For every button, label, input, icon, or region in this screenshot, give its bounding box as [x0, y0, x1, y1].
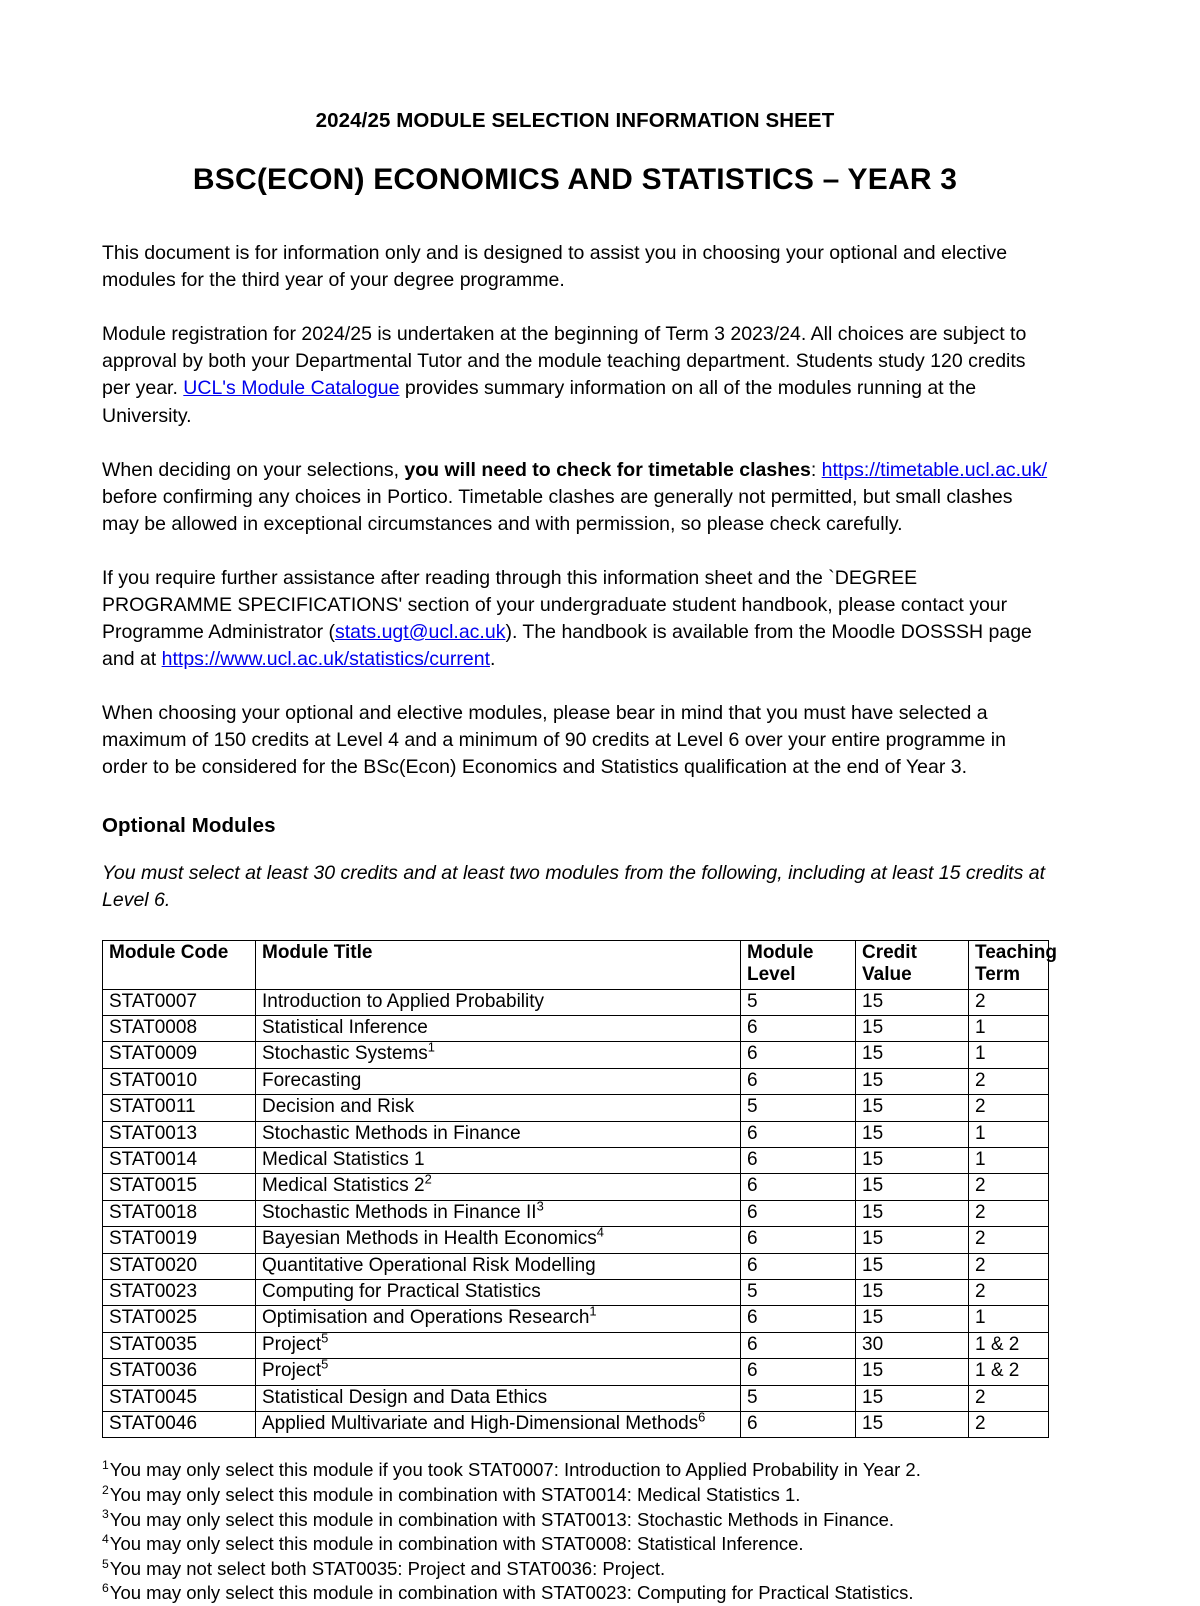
cell-teaching-term: 1 & 2 — [969, 1332, 1049, 1358]
footnote-item — [102, 1508, 1048, 1533]
column-header-credit-value: Credit Value — [856, 940, 969, 989]
cell-teaching-term: 2 — [969, 1095, 1049, 1121]
cell-module-title-text: Bayesian Methods in Health Economics — [262, 1228, 597, 1250]
cell-module-title — [256, 1356, 741, 1385]
column-header-module-code: Module Code — [103, 940, 256, 989]
cell-module-title-text: Optimisation and Operations Research — [262, 1307, 590, 1329]
footnote-marker: 3 — [102, 1507, 109, 1522]
assistance-text-before: If you require further assistance after reading through this information sheet and the `DEGREE PROGRAMME SPECIFICATIONS' section of your undergraduate student handbook, please contact your Programme Administrator ( — [102, 566, 1008, 644]
cell-module-title-text: Forecasting — [262, 1069, 362, 1091]
cell-module-title — [256, 1385, 741, 1411]
table-row — [103, 1042, 1049, 1068]
cell-module-level: 6 — [741, 1359, 856, 1385]
table-row — [103, 1068, 1049, 1094]
cell-module-level: 6 — [741, 1253, 856, 1279]
cell-teaching-term: 1 — [969, 1121, 1049, 1147]
cell-teaching-term: 2 — [969, 1227, 1049, 1253]
footnote-marker: 6 — [102, 1581, 109, 1596]
cell-module-code: STAT0036 — [103, 1359, 256, 1385]
table-row — [103, 1121, 1049, 1147]
cell-module-level: 6 — [741, 1412, 856, 1438]
cell-module-title — [256, 1332, 741, 1358]
cell-module-code: STAT0009 — [103, 1042, 256, 1068]
module-catalogue-link[interactable]: UCL's Module Catalogue — [183, 377, 400, 400]
table-row — [103, 1253, 1049, 1279]
footnote-text: You may only select this module in combination with STAT0014: Medical Statistics 1. — [109, 1484, 801, 1506]
credits-paragraph-text: When choosing your optional and elective modules, please bear in mind that you must have selected a maximum of 150 credits at Level 4 and a minimum of 90 credits at Level 6 over your entire programme in order to be considered for the BSc(Econ) Economics and Statistics qualification at the end of Year 3. — [102, 702, 1006, 779]
timetable-text-before: When deciding on your selections, — [102, 458, 405, 481]
cell-module-level: 5 — [741, 1280, 856, 1306]
table-header-row — [103, 940, 1049, 989]
cell-teaching-term: 2 — [969, 1385, 1049, 1411]
cell-credit-value: 15 — [856, 1227, 969, 1253]
cell-module-level: 6 — [741, 1068, 856, 1094]
optional-modules-table — [102, 940, 1057, 1439]
cell-module-title — [256, 989, 741, 1015]
cell-module-title-text: Project — [262, 1333, 322, 1355]
table-row — [103, 1280, 1049, 1306]
timetable-colon: : — [810, 458, 822, 481]
table-row — [103, 1412, 1049, 1438]
cell-credit-value: 15 — [856, 1253, 969, 1279]
footnote-item — [102, 1557, 1048, 1582]
cell-module-code: STAT0025 — [103, 1306, 256, 1332]
intro-paragraph-text: This document is for information only and is designed to assist you in choosing your optional and elective modules for the third year of your degree programme. — [102, 242, 1008, 292]
cell-module-title-text: Medical Statistics 1 — [262, 1148, 425, 1170]
cell-credit-value: 15 — [856, 1306, 969, 1332]
footnote-marker: 6 — [698, 1409, 706, 1425]
cell-credit-value: 15 — [856, 1385, 969, 1411]
cell-credit-value: 15 — [856, 1042, 969, 1068]
cell-module-title-text: Quantitative Operational Risk Modelling — [262, 1254, 596, 1276]
statistics-current-url-link[interactable]: https://www.ucl.ac.uk/statistics/current — [161, 648, 490, 671]
cell-teaching-term: 1 — [969, 1015, 1049, 1041]
footnote-marker: 3 — [536, 1198, 544, 1214]
cell-teaching-term: 1 — [969, 1042, 1049, 1068]
cell-module-title — [256, 1121, 741, 1147]
table-row — [103, 1095, 1049, 1121]
footnote-marker: 1 — [589, 1304, 597, 1320]
timetable-url-link[interactable]: https://timetable.ucl.ac.uk/ — [821, 458, 1048, 481]
footnote-marker: 2 — [424, 1172, 432, 1188]
cell-credit-value: 15 — [856, 989, 969, 1015]
cell-credit-value: 15 — [856, 1174, 969, 1200]
cell-module-title — [256, 1253, 741, 1279]
footnote-marker: 4 — [102, 1532, 109, 1547]
footnote-marker: 5 — [102, 1556, 109, 1571]
cell-teaching-term: 2 — [969, 1200, 1049, 1226]
cell-module-title-text: Statistical Inference — [262, 1016, 428, 1038]
cell-teaching-term: 2 — [969, 1253, 1049, 1279]
table-row — [103, 1332, 1049, 1358]
footnote-item — [102, 1581, 1048, 1606]
cell-module-title — [256, 1095, 741, 1121]
cell-teaching-term: 2 — [969, 1412, 1049, 1438]
registration-text-before: Module registration for 2024/25 is undertaken at the beginning of Term 3 2023/24. All choices are subject to approval by both your Departmental Tutor and the module teaching department. Students study 120 credits per year. — [102, 323, 1027, 400]
footnote-marker: 5 — [321, 1330, 329, 1346]
intro-paragraph — [102, 197, 1048, 294]
cell-module-title — [256, 1280, 741, 1306]
cell-module-level: 5 — [741, 1385, 856, 1411]
cell-teaching-term: 1 — [969, 1147, 1049, 1173]
programme-administrator-email-link[interactable]: stats.ugt@ucl.ac.uk — [334, 621, 506, 644]
cell-module-code: STAT0046 — [103, 1412, 256, 1438]
table-row — [103, 989, 1049, 1015]
document-content — [102, 0, 1057, 1606]
footnote-text: You may not select both STAT0035: Project and STAT0036: Project. — [109, 1557, 666, 1579]
cell-module-level: 6 — [741, 1042, 856, 1068]
cell-module-title — [256, 1042, 741, 1068]
cell-module-code: STAT0013 — [103, 1121, 256, 1147]
table-body — [103, 989, 1049, 1438]
cell-credit-value: 30 — [856, 1332, 969, 1358]
cell-module-code: STAT0014 — [103, 1147, 256, 1173]
cell-module-title — [256, 1015, 741, 1041]
timetable-clashes-emphasis: you will need to check for timetable clashes — [404, 458, 811, 481]
table-row — [103, 1147, 1049, 1173]
cell-module-level: 5 — [741, 1095, 856, 1121]
column-header-teaching-term: Teaching Term — [969, 940, 1049, 989]
footnotes-list — [102, 1458, 1048, 1606]
table-row — [103, 1385, 1049, 1411]
cell-module-title-text: Stochastic Systems — [262, 1043, 428, 1065]
cell-teaching-term: 1 — [969, 1306, 1049, 1332]
table-row — [103, 1227, 1049, 1253]
cell-module-title-text: Computing for Practical Statistics — [262, 1281, 541, 1303]
optional-modules-note: You must select at least 30 credits and at least two modules from the following, including at least 15 credits at Level 6. — [102, 861, 1045, 911]
timetable-paragraph — [102, 430, 1048, 538]
table-row — [103, 1174, 1049, 1200]
cell-module-level: 5 — [741, 989, 856, 1015]
footnote-marker: 1 — [102, 1458, 109, 1473]
cell-module-code: STAT0015 — [103, 1174, 256, 1200]
footnote-text: You may only select this module in combination with STAT0023: Computing for Practical Statistics. — [109, 1582, 914, 1604]
page-title: BSC(ECON) ECONOMICS AND STATISTICS – YEAR 3 — [192, 162, 958, 196]
assistance-text-after: . — [490, 648, 496, 671]
cell-module-title — [256, 1306, 741, 1332]
document-header-line: 2024/25 MODULE SELECTION INFORMATION SHEET — [315, 109, 835, 132]
cell-module-code: STAT0008 — [103, 1015, 256, 1041]
cell-module-title — [256, 1068, 741, 1094]
cell-module-code: STAT0020 — [103, 1253, 256, 1279]
cell-module-title-text: Medical Statistics 2 — [262, 1175, 425, 1197]
cell-module-code: STAT0023 — [103, 1280, 256, 1306]
cell-module-level: 6 — [741, 1306, 856, 1332]
footnote-text: You may only select this module in combination with STAT0013: Stochastic Methods in Finance. — [109, 1508, 895, 1530]
cell-module-level: 6 — [741, 1332, 856, 1358]
cell-module-code: STAT0019 — [103, 1227, 256, 1253]
cell-credit-value: 15 — [856, 1068, 969, 1094]
cell-credit-value: 15 — [856, 1412, 969, 1438]
table-row — [103, 1306, 1049, 1332]
registration-paragraph — [102, 294, 1048, 429]
credits-paragraph — [102, 673, 1048, 781]
cell-teaching-term: 2 — [969, 1068, 1049, 1094]
assistance-text-middle: ). The handbook is available from the Moodle DOSSSH page and at — [102, 621, 1032, 671]
timetable-text-after: before confirming any choices in Portico. Timetable clashes are generally not permitted, but small clashes may be allowed in exceptional circumstances and with permission, so please check carefully. — [102, 485, 1013, 535]
footnote-marker: 2 — [102, 1482, 109, 1497]
cell-credit-value: 15 — [856, 1121, 969, 1147]
cell-module-code: STAT0035 — [103, 1332, 256, 1358]
cell-teaching-term: 1 & 2 — [969, 1359, 1049, 1385]
cell-module-code: STAT0007 — [103, 989, 256, 1015]
cell-module-title — [256, 1200, 741, 1226]
cell-credit-value: 15 — [856, 1015, 969, 1041]
cell-module-code: STAT0045 — [103, 1385, 256, 1411]
cell-teaching-term: 2 — [969, 1174, 1049, 1200]
cell-module-level: 6 — [741, 1227, 856, 1253]
footnote-item — [102, 1458, 1048, 1483]
optional-modules-heading: Optional Modules — [102, 813, 276, 837]
cell-module-title-text: Statistical Design and Data Ethics — [262, 1386, 548, 1408]
footnote-marker: 5 — [321, 1356, 329, 1372]
footnote-item — [102, 1483, 1048, 1508]
assistance-paragraph — [102, 538, 1048, 673]
cell-module-title — [256, 1147, 741, 1173]
footnote-text: You may only select this module if you took STAT0007: Introduction to Applied Probability in Year 2. — [109, 1459, 921, 1481]
footnote-marker: 4 — [596, 1224, 604, 1240]
cell-module-title — [256, 1409, 741, 1438]
cell-credit-value: 15 — [856, 1095, 969, 1121]
cell-module-title-text: Project — [262, 1360, 322, 1382]
cell-credit-value: 15 — [856, 1200, 969, 1226]
table-row — [103, 1015, 1049, 1041]
column-header-module-level: Module Level — [741, 940, 856, 989]
cell-module-title — [256, 1224, 741, 1253]
table-row — [103, 1200, 1049, 1226]
cell-module-code: STAT0018 — [103, 1200, 256, 1226]
table-row — [103, 1359, 1049, 1385]
cell-credit-value: 15 — [856, 1359, 969, 1385]
cell-module-title-text: Stochastic Methods in Finance II — [262, 1201, 537, 1223]
cell-module-level: 6 — [741, 1147, 856, 1173]
column-header-module-title: Module Title — [256, 940, 741, 989]
footnote-item — [102, 1532, 1048, 1557]
cell-module-title-text: Introduction to Applied Probability — [262, 990, 545, 1012]
cell-credit-value: 15 — [856, 1147, 969, 1173]
cell-teaching-term: 2 — [969, 1280, 1049, 1306]
cell-module-code: STAT0011 — [103, 1095, 256, 1121]
cell-credit-value: 15 — [856, 1280, 969, 1306]
cell-module-level: 6 — [741, 1200, 856, 1226]
cell-module-level: 6 — [741, 1121, 856, 1147]
cell-module-title-text: Decision and Risk — [262, 1096, 415, 1118]
registration-text-after: provides summary information on all of the modules running at the University. — [102, 377, 977, 427]
cell-module-level: 6 — [741, 1015, 856, 1041]
cell-teaching-term: 2 — [969, 989, 1049, 1015]
footnote-marker: 1 — [427, 1040, 435, 1056]
cell-module-title — [256, 1174, 741, 1200]
cell-module-title-text: Stochastic Methods in Finance — [262, 1122, 521, 1144]
cell-module-code: STAT0010 — [103, 1068, 256, 1094]
footnote-text: You may only select this module in combination with STAT0008: Statistical Inference. — [109, 1533, 804, 1555]
cell-module-title-text: Applied Multivariate and High-Dimensional Methods — [262, 1413, 699, 1435]
cell-module-level: 6 — [741, 1174, 856, 1200]
